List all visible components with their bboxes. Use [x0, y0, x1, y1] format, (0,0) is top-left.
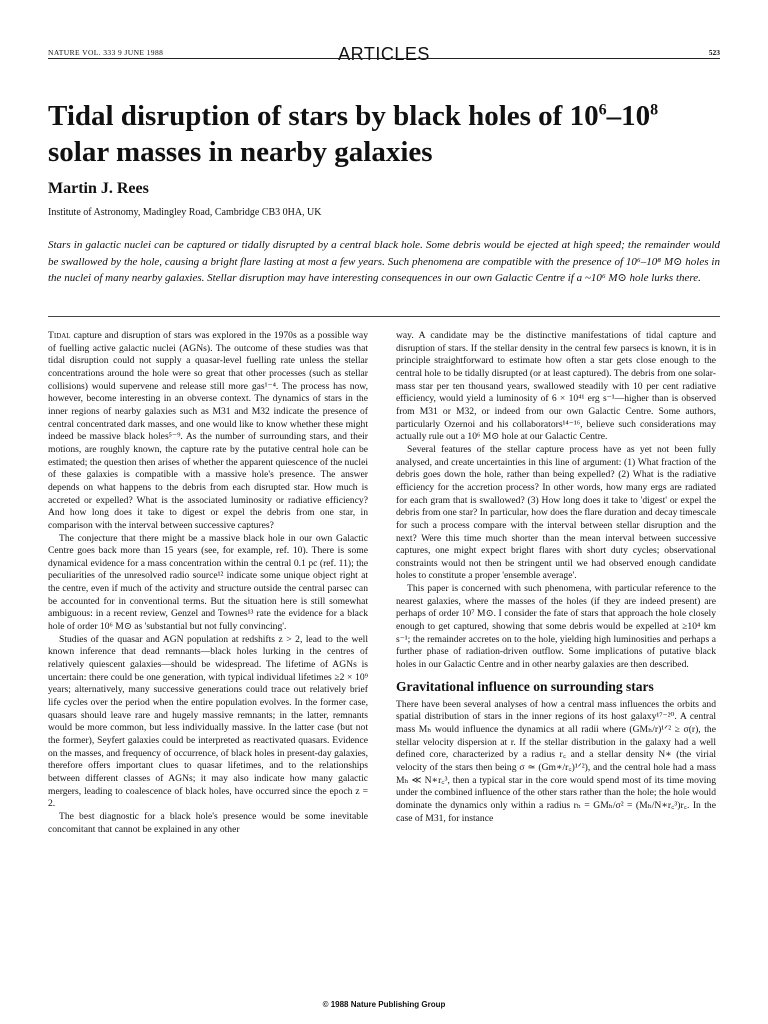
title-part-1: Tidal disruption of stars by black holes of 10 — [48, 100, 599, 132]
title-exponent-1: 6 — [598, 101, 607, 119]
section-label: ARTICLES — [338, 44, 430, 64]
body-paragraph: Studies of the quasar and AGN population at redshifts z > 2, lead to the well known inference that dead remnants—black holes lurking in the centres of relatively quiescent galaxies—should be widespread. The lifetime of AGNs is uncertain: there could be one generation, with typical individual lifetimes ≥2 × 10⁹ years; alternatively, many successive generations could trace out relatively brief life cycles over the period when the entire population evolves. In the former case, quasars should leave rare and hugely massive remnants; in the latter, remnants would be more common, but less individually massive. In the latter case (but not the former), Seyfert galaxies could be interpreted as reactivated quasars. Evidence on the masses, and frequency of occurrence, of black holes in present-day galaxies, therefore offers important clues to quasar lifetimes, and to the relationships between different classes of AGNs; it may also indicate how many galactic mergers, leading to coalescence of black holes, have occurred since the epoch z = 2. — [48, 633, 368, 810]
header-rule — [188, 58, 720, 59]
paragraph-text: capture and disruption of stars was explored in the 1970s as a possible way of fuelling active galactic nuclei (AGNs). The outcome of these studies was that tidal disruption could not supply a quasar-level fuelling rate unless the stellar concentrations around the hole were so great that other processes (such as stellar collisions) would supervene and release still more gas¹⁻⁴. The process has now, however, become interesting in an obverse context. The dynamics of stars in the inner regions of nearby galaxies such as M31 and M32 indicate the presence of central concentrated dark masses, and one would like to know whether these might indeed be massive black holes⁵⁻⁹. As the number of surrounding stars, and their motions, are roughly known, the capture rate by the putative central hole can be estimated; the question then arises of whether the apparent quiescence of the nuclei of these galaxies is compatible with a massive hole's presence. The answer depends on what happens to the debris from each disrupted star. How much is accreted or expelled? What is the associated luminosity or radiative efficiency? And how long does it take to digest or expel the debris from one star, in comparison with the interval between successive captures? — [48, 330, 368, 531]
page-number: 523 — [708, 48, 720, 57]
title-part-2: –10 — [606, 100, 651, 132]
right-column — [396, 330, 716, 825]
abstract-divider — [48, 316, 720, 317]
body-paragraph — [48, 330, 368, 533]
article-title — [48, 98, 738, 170]
copyright-footer: © 1988 Nature Publishing Group — [322, 1000, 446, 1009]
body-paragraph: Several features of the stellar capture process have as yet not been fully analysed, and create uncertainties in this line of argument: (1) What fraction of the debris goes down the hole, rather than being expelled? (2) What is the radiative efficiency for the accretion process? In other words, how many ergs are radiated for each gram that is swallowed? (3) How long does it take to 'digest' or expel the debris from one star? In particular, how does the flare duration and decay timescale for such a process compare with the interval between stellar disruption and the next? Were this time much shorter than the mean interval between successive captures, one might expect bright flares with short duty cycles; observational constraints would not then be stringent until we had observed enough candidate holes to constitute a proper 'ensemble average'. — [396, 443, 716, 582]
body-paragraph: There have been several analyses of how a central mass influences the orbits and spatial distribution of stars in the inner regions of its host galaxy¹⁷⁻²⁰. A central mass Mₕ would influence the dynamics at all radii where (GMₕ/r)¹ᐟ² ≥ σ(r), the stellar velocity dispersion at r. If the stellar distribution in the galaxy had a well defined core, characterized by a radius r꜀ and a stellar density N∗ (the virial velocity of the stars then being σ ≃ (Gm∗/r꜀)¹ᐟ²), and the central hole had a mass Mₕ ≪ N∗r꜀³, then a typical star in the core would spend most of its time moving under the combined influence of the other stars rather than the hole; the hole would dominate the dynamics only within a radius rₕ = GMₕ/σ² = (Mₕ/N∗r꜀³)r꜀. In the case of M31, for instance — [396, 698, 716, 824]
section-heading: Gravitational influence on surrounding stars — [396, 678, 654, 694]
left-column — [48, 330, 368, 836]
body-paragraph: The conjecture that there might be a massive black hole in our own Galactic Centre goes back more than 15 years (see, for example, ref. 10). There is some dynamical evidence for a mass concentration within the central 0.1 pc (ref. 11); the peculiarities of the unresolved radio source¹² indicate some unique object right at the centre, even if much of the activity and structure outside the central parsec can be accounted for in conventional terms. But the situation here is still somewhat ambiguous: in a recent review, Genzel and Townes¹³ rate the evidence for a black hole of order 10⁶ M⊙ as 'substantial but not fully convincing'. — [48, 532, 368, 633]
author-name: Martin J. Rees — [48, 180, 149, 197]
title-part-3: solar masses in nearby galaxies — [48, 136, 433, 168]
body-paragraph: This paper is concerned with such phenomena, with particular reference to the nearest galaxies, where the masses of the holes (if they are indeed present) are perhaps of order 10⁷ M⊙. I consider the fate of stars that approach the hole closely enough to get captured, showing that some debris would be expelled at ≥10⁴ km s⁻¹; the remainder accretes on to the hole, yielding high luminosities and perhaps a further phase of radiation-driven outflow. Some implications of putative black holes in our Galactic Centre and in other nearby galaxies are then described. — [396, 583, 716, 671]
body-paragraph: way. A candidate may be the distinctive manifestations of tidal capture and disruption of stars. If the stellar density in the central few parsecs is known, it is in principle straightforward to estimate how often a star gets close enough to the central hole to be tidally disrupted (or at least captured). The debris from one solar-mass star per ten thousand years, swallowed steadily with 10 per cent radiative efficiency, would yield a luminosity of 6 × 10⁴¹ erg s⁻¹—higher than is observed from M31 or M32, or indeed from our own Galactic Centre. Some authors, particularly Ozernoi and his collaborators¹⁴⁻¹⁶, believe such considerations may actually rule out a 10⁶ M⊙ hole at our Galactic Centre. — [396, 330, 716, 443]
journal-citation: NATURE VOL. 333 9 JUNE 1988 — [48, 48, 164, 57]
body-paragraph: The best diagnostic for a black hole's presence would be some inevitable concomitant that cannot be explained in any other — [48, 810, 368, 835]
running-header — [48, 44, 720, 66]
abstract: Stars in galactic nuclei can be captured or tidally disrupted by a central black hole. Some debris would be ejected at high speed; the remainder would be swallowed by the hole, causing a bright flare lasting at most a few years. Such phenomena are compatible with the presence of 10⁶–10⁸ M⊙ holes in the nuclei of many nearby galaxies. Stellar disruption may have interesting consequences in our own Galactic Centre if a ~10⁶ M⊙ hole lurks there. — [48, 239, 720, 284]
author-affiliation: Institute of Astronomy, Madingley Road, Cambridge CB3 0HA, UK — [48, 207, 322, 218]
header-rule-left — [48, 58, 188, 59]
title-exponent-2: 8 — [650, 101, 659, 119]
opening-word: Tidal — [48, 330, 71, 341]
